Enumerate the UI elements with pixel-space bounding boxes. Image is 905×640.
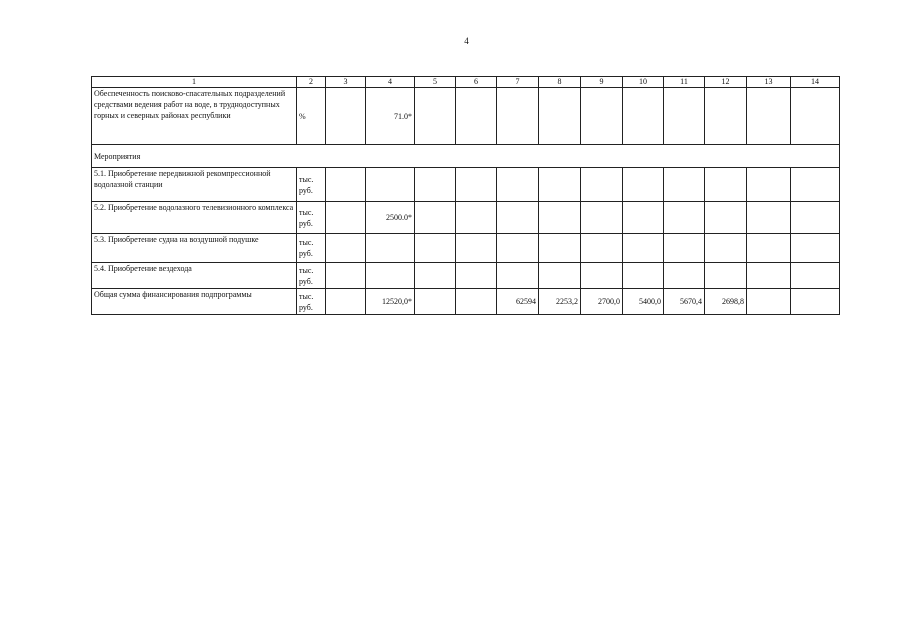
row-unit: тыс. руб. (297, 234, 326, 263)
value-cell: 5670,4 (664, 289, 705, 315)
value-cell (623, 263, 664, 289)
table-row (92, 234, 840, 263)
financing-table (91, 76, 840, 315)
value-cell (497, 202, 539, 234)
value-cell (791, 88, 840, 145)
value-cell (326, 168, 366, 202)
value-cell (581, 263, 623, 289)
value-cell (539, 202, 581, 234)
value-cell (747, 234, 791, 263)
header-cell: 12 (705, 77, 747, 88)
value-cell (415, 263, 456, 289)
value-cell (705, 88, 747, 145)
value-cell (539, 168, 581, 202)
value-cell (664, 263, 705, 289)
value-cell (366, 234, 415, 263)
value-cell: 62594 (497, 289, 539, 315)
value-cell (415, 88, 456, 145)
value-cell (326, 234, 366, 263)
value-cell (581, 88, 623, 145)
value-cell (415, 289, 456, 315)
row-unit: тыс. руб. (297, 202, 326, 234)
value-cell (326, 202, 366, 234)
value-cell (623, 202, 664, 234)
value-cell (497, 263, 539, 289)
header-cell: 11 (664, 77, 705, 88)
value-cell (366, 168, 415, 202)
value-cell (623, 168, 664, 202)
value-cell (664, 88, 705, 145)
row-description: 5.2. Приобретение водолазного телевизионного комплекса (92, 202, 297, 234)
value-cell (664, 202, 705, 234)
value-cell: 2700,0 (581, 289, 623, 315)
value-cell (456, 202, 497, 234)
row-unit: тыс. руб. (297, 289, 326, 315)
value-cell (326, 88, 366, 145)
header-cell: 6 (456, 77, 497, 88)
row-description: 5.1. Приобретение передвижной рекомпрессионной водолазной станции (92, 168, 297, 202)
value-cell (456, 168, 497, 202)
value-cell (581, 202, 623, 234)
value-cell (705, 263, 747, 289)
header-cell: 2 (297, 77, 326, 88)
row-description: 5.4. Приобретение вездехода (92, 263, 297, 289)
value-cell (791, 289, 840, 315)
value-cell (326, 263, 366, 289)
row-description: Общая сумма финансирования подпрограммы (92, 289, 297, 315)
value-cell: 2253,2 (539, 289, 581, 315)
row-unit: тыс. руб. (297, 263, 326, 289)
value-cell (326, 289, 366, 315)
value-cell (581, 168, 623, 202)
page-number: 4 (464, 36, 469, 46)
value-cell (456, 263, 497, 289)
table-row (92, 263, 840, 289)
table-row (92, 202, 840, 234)
header-cell: 9 (581, 77, 623, 88)
header-cell: 13 (747, 77, 791, 88)
value-cell (539, 234, 581, 263)
value-cell (705, 202, 747, 234)
value-cell (415, 168, 456, 202)
table-row (92, 289, 840, 315)
value-cell (539, 88, 581, 145)
header-cell: 14 (791, 77, 840, 88)
value-cell: 12520,0* (366, 289, 415, 315)
value-cell: 2698,8 (705, 289, 747, 315)
value-cell (415, 202, 456, 234)
header-cell: 3 (326, 77, 366, 88)
value-cell (456, 289, 497, 315)
value-cell (623, 88, 664, 145)
value-cell (456, 234, 497, 263)
header-cell: 8 (539, 77, 581, 88)
value-cell (705, 168, 747, 202)
header-cell: 4 (366, 77, 415, 88)
value-cell (539, 263, 581, 289)
value-cell (747, 289, 791, 315)
value-cell (581, 234, 623, 263)
value-cell (747, 263, 791, 289)
header-cell: 10 (623, 77, 664, 88)
header-cell: 1 (92, 77, 297, 88)
value-cell (791, 234, 840, 263)
value-cell: 2500.0* (366, 202, 415, 234)
row-unit: тыс. руб. (297, 168, 326, 202)
row-unit: % (297, 88, 326, 145)
value-cell (664, 168, 705, 202)
section-label: Мероприятия (92, 145, 840, 168)
value-cell (497, 168, 539, 202)
value-cell (791, 202, 840, 234)
value-cell (664, 234, 705, 263)
table-row (92, 168, 840, 202)
value-cell (747, 168, 791, 202)
value-cell (497, 234, 539, 263)
value-cell (623, 234, 664, 263)
section-row (92, 145, 840, 168)
row-description: 5.3. Приобретение судна на воздушной подушке (92, 234, 297, 263)
value-cell (747, 202, 791, 234)
value-cell (415, 234, 456, 263)
header-row (92, 77, 840, 88)
value-cell (456, 88, 497, 145)
value-cell: 5400,0 (623, 289, 664, 315)
value-cell (791, 263, 840, 289)
header-cell: 7 (497, 77, 539, 88)
value-cell (747, 88, 791, 145)
value-cell (366, 263, 415, 289)
value-cell (705, 234, 747, 263)
value-cell (497, 88, 539, 145)
table-row (92, 88, 840, 145)
value-cell (791, 168, 840, 202)
header-cell: 5 (415, 77, 456, 88)
row-description: Обеспеченность поисково-спасательных подразделений средствами ведения работ на воде, в труднодоступных горных и северных районах республики (92, 88, 297, 145)
value-cell: 71.0* (366, 88, 415, 145)
